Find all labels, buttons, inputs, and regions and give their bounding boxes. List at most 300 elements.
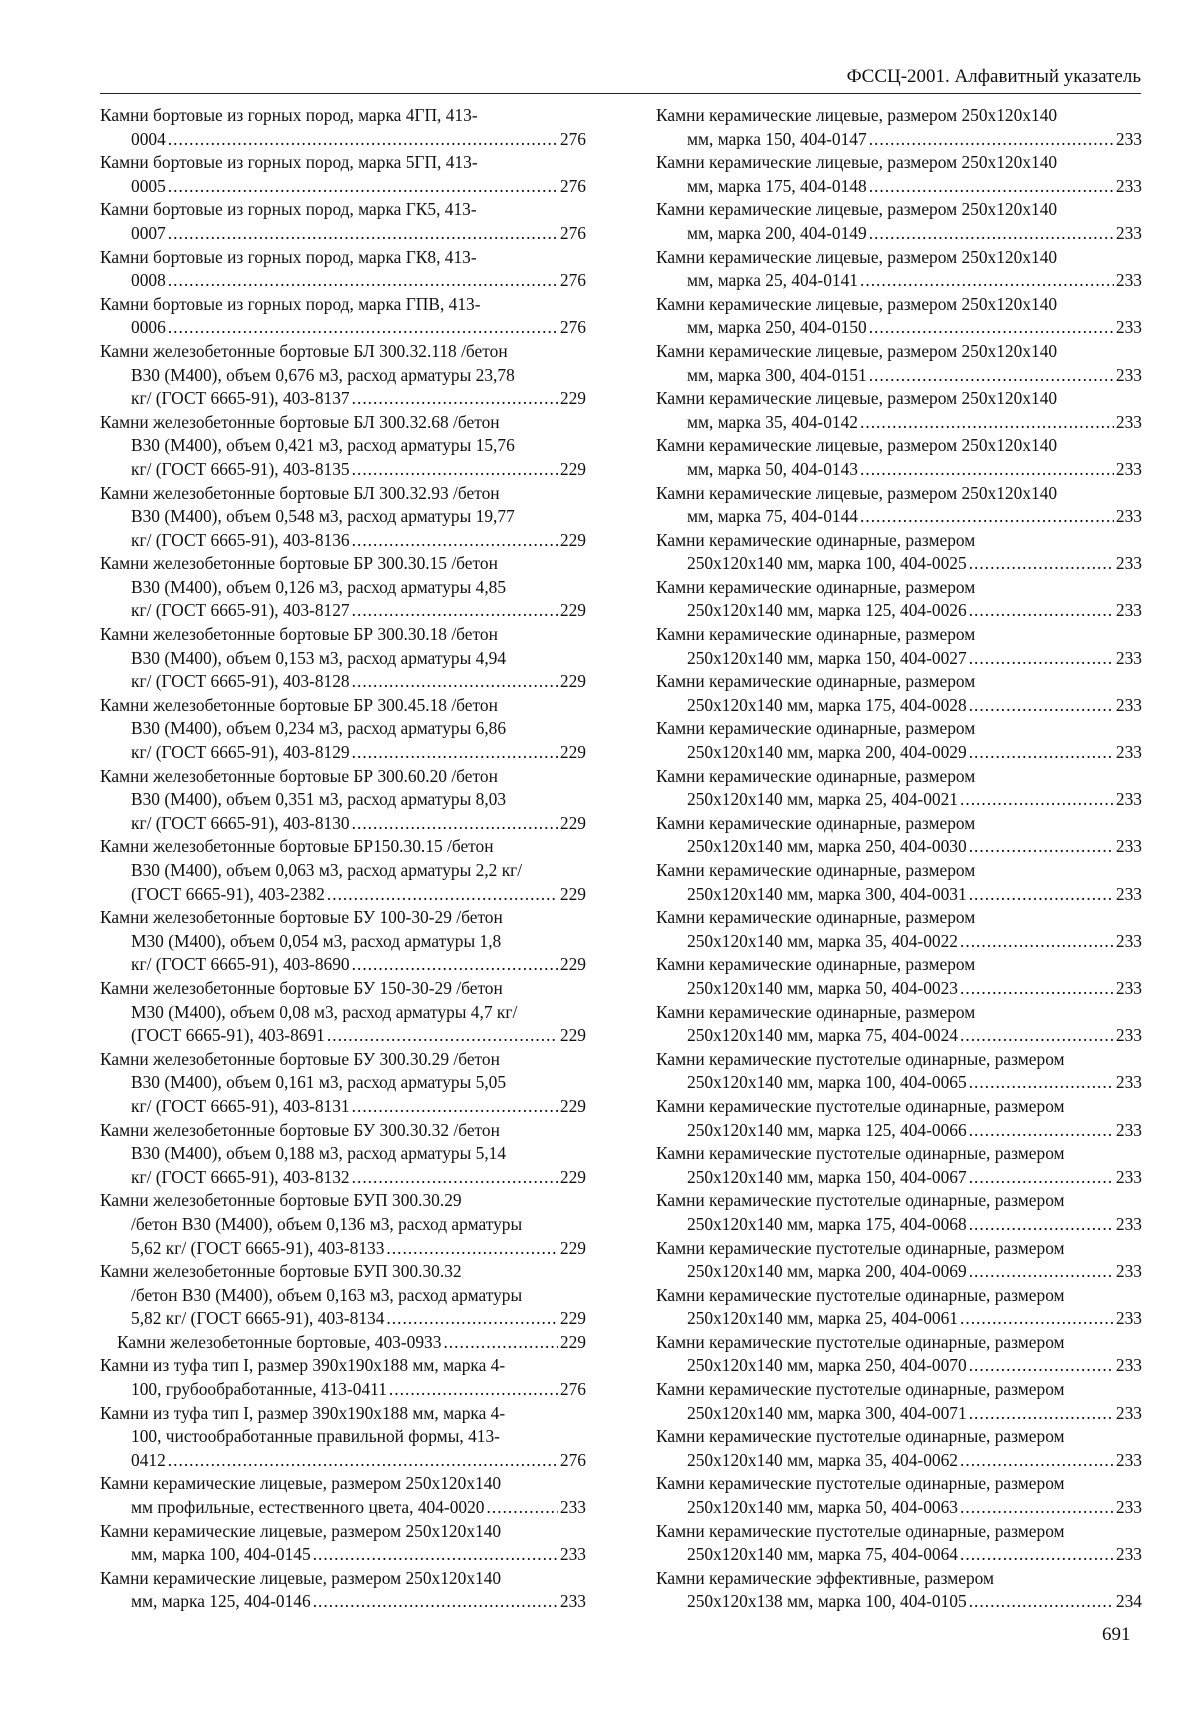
entry-page-ref: 233 xyxy=(1115,175,1142,196)
entry-page-ref: 233 xyxy=(1115,1402,1142,1423)
dot-leader xyxy=(352,387,558,411)
index-entry xyxy=(656,1189,1142,1236)
entry-text: Камни керамические одинарные, размером xyxy=(656,529,976,550)
index-entry xyxy=(656,293,1142,340)
index-entry xyxy=(656,1237,1142,1284)
entry-text: Камни керамические лицевые, размером 250х120х140 xyxy=(100,1473,502,1494)
entry-text: мм, марка 100, 404-0145 xyxy=(131,1544,311,1565)
dot-leader xyxy=(860,458,1114,482)
entry-text: Камни железобетонные бортовые БУ 150-30-29 /бетон xyxy=(100,977,503,998)
entry-text: Камни железобетонные бортовые БЛ 300.32.93 /бетон xyxy=(100,482,500,503)
entry-text: кг/ (ГОСТ 6665-91), 403-8135 xyxy=(131,458,350,479)
dot-leader xyxy=(386,1237,558,1261)
index-entry xyxy=(656,151,1142,198)
entry-page-ref: 233 xyxy=(1115,506,1142,527)
entry-text: Камни керамические пустотелые одинарные, размером xyxy=(656,1048,1065,1069)
dot-leader xyxy=(969,1213,1114,1237)
entry-text: В30 (М400), объем 0,351 м3, расход арматуры 8,03 xyxy=(131,789,507,810)
entry-page-ref: 233 xyxy=(1115,1497,1142,1518)
entry-page-ref: 233 xyxy=(559,1497,586,1518)
entry-page-ref: 229 xyxy=(559,671,586,692)
entry-text: Камни керамические одинарные, размером xyxy=(656,624,976,645)
dot-leader xyxy=(869,128,1114,152)
entry-page-ref: 233 xyxy=(1115,1308,1142,1329)
dot-leader xyxy=(969,1260,1114,1284)
entry-text: 250х120х140 мм, марка 250, 404-0030 xyxy=(687,836,967,857)
entry-text: кг/ (ГОСТ 6665-91), 403-8137 xyxy=(131,388,350,409)
dot-leader xyxy=(443,1331,557,1355)
entry-text: мм, марка 125, 404-0146 xyxy=(131,1591,311,1612)
dot-leader xyxy=(487,1496,558,1520)
index-entry xyxy=(656,104,1142,151)
entry-page-ref: 276 xyxy=(559,222,586,243)
dot-leader xyxy=(168,316,558,340)
entry-text: кг/ (ГОСТ 6665-91), 403-8129 xyxy=(131,742,350,763)
entry-page-ref: 229 xyxy=(559,742,586,763)
entry-text: Камни керамические пустотелые одинарные, размером xyxy=(656,1473,1065,1494)
index-entry xyxy=(656,859,1142,906)
entry-text: Камни керамические одинарные, размером xyxy=(656,765,976,786)
dot-leader xyxy=(352,599,558,623)
entry-text: М30 (М400), объем 0,08 м3, расход арматуры 4,7 кг/ xyxy=(131,1001,518,1022)
dot-leader xyxy=(969,552,1114,576)
entry-page-ref: 233 xyxy=(1115,977,1142,998)
entry-page-ref: 276 xyxy=(559,175,586,196)
entry-page-ref: 276 xyxy=(559,1379,586,1400)
entry-page-ref: 229 xyxy=(559,1331,586,1352)
entry-text: Камни железобетонные бортовые БР 300.45.18 /бетон xyxy=(100,694,498,715)
entry-text: 250х120х140 мм, марка 75, 404-0064 xyxy=(687,1544,958,1565)
dot-leader xyxy=(168,175,558,199)
entry-text: Камни керамические эффективные, размером xyxy=(656,1567,995,1588)
entry-text: Камни железобетонные бортовые БУ 100-30-29 /бетон xyxy=(100,907,503,928)
entry-page-ref: 233 xyxy=(1115,742,1142,763)
entry-text: Камни керамические одинарные, размером xyxy=(656,954,976,975)
entry-text: Камни железобетонные бортовые БЛ 300.32.68 /бетон xyxy=(100,411,500,432)
entry-text: мм, марка 250, 404-0150 xyxy=(687,317,867,338)
entry-text: В30 (М400), объем 0,421 м3, расход арматуры 15,76 xyxy=(131,435,515,456)
entry-text: кг/ (ГОСТ 6665-91), 403-8136 xyxy=(131,529,350,550)
index-entry xyxy=(656,953,1142,1000)
dot-leader xyxy=(352,1166,558,1190)
entry-text: 0007 xyxy=(131,222,166,243)
entry-text: 250х120х140 мм, марка 125, 404-0066 xyxy=(687,1119,967,1140)
entry-text: В30 (М400), объем 0,548 м3, расход арматуры 19,77 xyxy=(131,506,515,527)
dot-leader xyxy=(352,953,558,977)
entry-text: Камни керамические пустотелые одинарные, размером xyxy=(656,1379,1065,1400)
index-entry xyxy=(100,246,586,293)
entry-page-ref: 229 xyxy=(559,388,586,409)
entry-text: 250х120х140 мм, марка 150, 404-0067 xyxy=(687,1166,967,1187)
dot-leader xyxy=(313,1590,558,1614)
index-entry xyxy=(656,1331,1142,1378)
entry-page-ref: 229 xyxy=(559,883,586,904)
entry-text: Камни керамические лицевые, размером 250х120х140 xyxy=(656,105,1058,125)
entry-text: 250х120х140 мм, марка 175, 404-0028 xyxy=(687,694,967,715)
page-number: 691 xyxy=(1102,1624,1131,1645)
entry-text: /бетон В30 (М400), объем 0,136 м3, расход арматуры xyxy=(131,1213,523,1234)
entry-page-ref: 233 xyxy=(559,1591,586,1612)
dot-leader xyxy=(327,883,558,907)
index-entry xyxy=(656,1472,1142,1519)
entry-text: 0004 xyxy=(131,128,166,149)
entry-text: 250х120х140 мм, марка 125, 404-0026 xyxy=(687,600,967,621)
entry-text: Камни керамические лицевые, размером 250х120х140 xyxy=(656,482,1058,503)
entry-text: кг/ (ГОСТ 6665-91), 403-8690 xyxy=(131,954,350,975)
entry-text: Камни железобетонные бортовые БУ 300.30.32 /бетон xyxy=(100,1119,500,1140)
index-entry xyxy=(100,340,586,411)
dot-leader xyxy=(960,1496,1114,1520)
index-entry xyxy=(656,1284,1142,1331)
dot-leader xyxy=(352,812,558,836)
index-entry xyxy=(100,694,586,765)
entry-text: мм, марка 50, 404-0143 xyxy=(687,458,859,479)
entry-text: 250х120х140 мм, марка 50, 404-0023 xyxy=(687,977,958,998)
index-entry xyxy=(656,340,1142,387)
index-entry xyxy=(100,1189,586,1260)
entry-text: Камни керамические пустотелые одинарные, размером xyxy=(656,1237,1065,1258)
entry-text: мм профильные, естественного цвета, 404-0020 xyxy=(131,1497,485,1518)
entry-page-ref: 229 xyxy=(559,1308,586,1329)
entry-text: Камни из туфа тип I, размер 390х190х188 мм, марка 4- xyxy=(100,1355,506,1376)
index-entry xyxy=(100,482,586,553)
entry-text: Камни керамические пустотелые одинарные, размером xyxy=(656,1143,1065,1164)
entry-page-ref: 233 xyxy=(1115,317,1142,338)
entry-page-ref: 233 xyxy=(1115,647,1142,668)
entry-page-ref: 233 xyxy=(1115,411,1142,432)
entry-text: Камни керамические лицевые, размером 250х120х140 xyxy=(656,388,1058,409)
entry-text: Камни керамические одинарные, размером xyxy=(656,576,976,597)
entry-page-ref: 229 xyxy=(559,1025,586,1046)
entry-text: 0008 xyxy=(131,270,166,291)
dot-leader xyxy=(386,1307,558,1331)
dot-leader xyxy=(969,741,1114,765)
entry-page-ref: 276 xyxy=(559,1449,586,1470)
dot-leader xyxy=(969,835,1114,859)
index-entry xyxy=(656,1095,1142,1142)
index-entry xyxy=(656,623,1142,670)
index-entry xyxy=(100,151,586,198)
index-entry xyxy=(100,293,586,340)
dot-leader xyxy=(960,1543,1114,1567)
entry-text: кг/ (ГОСТ 6665-91), 403-8130 xyxy=(131,812,350,833)
entry-text: Камни керамические одинарные, размером xyxy=(656,812,976,833)
entry-text: 0006 xyxy=(131,317,166,338)
entry-text: Камни железобетонные бортовые БР 300.60.20 /бетон xyxy=(100,765,498,786)
entry-text: 5,82 кг/ (ГОСТ 6665-91), 403-8134 xyxy=(131,1308,385,1329)
index-entry xyxy=(100,1520,586,1567)
entry-text: Камни керамические одинарные, размером xyxy=(656,860,976,880)
dot-leader xyxy=(869,222,1114,246)
entry-text: Камни керамические лицевые, размером 250х120х140 xyxy=(100,1520,502,1541)
dot-leader xyxy=(960,1449,1114,1473)
dot-leader xyxy=(969,1590,1114,1614)
index-entry xyxy=(100,765,586,836)
entry-text: 250х120х140 мм, марка 250, 404-0070 xyxy=(687,1355,967,1376)
index-entry xyxy=(656,1425,1142,1472)
index-entry xyxy=(100,1354,586,1401)
entry-page-ref: 233 xyxy=(1115,1355,1142,1376)
entry-page-ref: 276 xyxy=(559,317,586,338)
entry-text: Камни железобетонные бортовые БР150.30.15 /бетон xyxy=(100,836,494,857)
dot-leader xyxy=(960,930,1114,954)
entry-text: 250х120х140 мм, марка 300, 404-0071 xyxy=(687,1402,967,1423)
entry-text: В30 (М400), объем 0,126 м3, расход арматуры 4,85 xyxy=(131,576,507,597)
entry-page-ref: 276 xyxy=(559,270,586,291)
entry-text: 250х120х140 мм, марка 150, 404-0027 xyxy=(687,647,967,668)
dot-leader xyxy=(969,883,1114,907)
index-entry xyxy=(100,104,586,151)
index-entry xyxy=(100,198,586,245)
entry-page-ref: 234 xyxy=(1115,1591,1142,1612)
entry-text: мм, марка 75, 404-0144 xyxy=(687,506,859,527)
index-entry xyxy=(656,387,1142,434)
entry-text: Камни из туфа тип I, размер 390х190х188 мм, марка 4- xyxy=(100,1402,506,1423)
entry-text: кг/ (ГОСТ 6665-91), 403-8127 xyxy=(131,600,350,621)
index-entry xyxy=(656,434,1142,481)
entry-text: 0412 xyxy=(131,1449,166,1470)
dot-leader xyxy=(969,1354,1114,1378)
entry-text: Камни бортовые из горных пород, марка ГК5, 413- xyxy=(100,199,477,220)
entry-page-ref: 233 xyxy=(1115,553,1142,574)
entry-text: Камни железобетонные бортовые БУП 300.30.32 xyxy=(100,1261,462,1282)
header-title: ФССЦ-2001. Алфавитный указатель xyxy=(846,66,1141,87)
entry-page-ref: 233 xyxy=(1115,1261,1142,1282)
entry-text: 250х120х140 мм, марка 200, 404-0069 xyxy=(687,1261,967,1282)
index-entry xyxy=(100,1472,586,1519)
entry-text: 250х120х140 мм, марка 100, 404-0065 xyxy=(687,1072,967,1093)
entry-text: 0005 xyxy=(131,175,166,196)
entry-text: Камни керамические лицевые, размером 250х120х140 xyxy=(656,246,1058,267)
index-entry xyxy=(656,1520,1142,1567)
dot-leader xyxy=(352,458,558,482)
dot-leader xyxy=(869,316,1114,340)
index-entry xyxy=(656,1142,1142,1189)
entry-page-ref: 233 xyxy=(1115,836,1142,857)
entry-text: 250х120х140 мм, марка 35, 404-0022 xyxy=(687,930,958,951)
index-entry xyxy=(100,835,586,906)
dot-leader xyxy=(313,1543,558,1567)
entry-text: 250х120х140 мм, марка 25, 404-0061 xyxy=(687,1308,958,1329)
entry-page-ref: 229 xyxy=(559,529,586,550)
entry-text: Камни керамические пустотелые одинарные, размером xyxy=(656,1190,1065,1211)
index-entry xyxy=(656,812,1142,859)
entry-text: 250х120х140 мм, марка 50, 404-0063 xyxy=(687,1497,958,1518)
entry-page-ref: 233 xyxy=(1115,600,1142,621)
entry-text: Камни керамические лицевые, размером 250х120х140 xyxy=(656,199,1058,220)
entry-page-ref: 233 xyxy=(1115,789,1142,810)
entry-text: мм, марка 35, 404-0142 xyxy=(687,411,859,432)
entry-page-ref: 229 xyxy=(559,1095,586,1116)
entry-text: кг/ (ГОСТ 6665-91), 403-8132 xyxy=(131,1166,350,1187)
entry-text: В30 (М400), объем 0,234 м3, расход арматуры 6,86 xyxy=(131,718,507,739)
dot-leader xyxy=(327,1024,558,1048)
entry-page-ref: 229 xyxy=(559,600,586,621)
entry-text: кг/ (ГОСТ 6665-91), 403-8131 xyxy=(131,1095,350,1116)
entry-page-ref: 233 xyxy=(559,1544,586,1565)
dot-leader xyxy=(352,741,558,765)
entry-text: Камни керамические пустотелые одинарные, размером xyxy=(656,1284,1065,1305)
entry-text: Камни керамические пустотелые одинарные, размером xyxy=(656,1095,1065,1116)
entry-text: 5,62 кг/ (ГОСТ 6665-91), 403-8133 xyxy=(131,1237,385,1258)
entry-text: В30 (М400), объем 0,188 м3, расход арматуры 5,14 xyxy=(131,1143,507,1164)
index-column-right xyxy=(656,104,1142,1614)
index-entry xyxy=(656,576,1142,623)
entry-text: 250х120х140 мм, марка 100, 404-0025 xyxy=(687,553,967,574)
index-entry xyxy=(656,198,1142,245)
entry-page-ref: 229 xyxy=(559,1166,586,1187)
dot-leader xyxy=(969,599,1114,623)
index-column-left xyxy=(100,104,586,1614)
entry-text: В30 (М400), объем 0,161 м3, расход арматуры 5,05 xyxy=(131,1072,507,1093)
index-entry xyxy=(656,1567,1142,1614)
dot-leader xyxy=(969,1402,1114,1426)
dot-leader xyxy=(969,1166,1114,1190)
dot-leader xyxy=(168,1449,558,1473)
entry-text: Камни керамические одинарные, размером xyxy=(656,718,976,739)
entry-text: Камни железобетонные бортовые БУ 300.30.29 /бетон xyxy=(100,1048,500,1069)
entry-text: Камни керамические пустотелые одинарные, размером xyxy=(656,1426,1065,1447)
entry-text: Камни железобетонные бортовые БУП 300.30.29 xyxy=(100,1190,462,1211)
index-entry xyxy=(100,906,586,977)
index-entry xyxy=(100,1119,586,1190)
entry-text: мм, марка 150, 404-0147 xyxy=(687,128,867,149)
entry-text: кг/ (ГОСТ 6665-91), 403-8128 xyxy=(131,671,350,692)
index-entry xyxy=(656,765,1142,812)
entry-text: Камни керамические пустотелые одинарные, размером xyxy=(656,1520,1065,1541)
entry-page-ref: 233 xyxy=(1115,930,1142,951)
entry-text: В30 (М400), объем 0,676 м3, расход арматуры 23,78 xyxy=(131,364,515,385)
entry-text: Камни керамические лицевые, размером 250х120х140 xyxy=(100,1567,502,1588)
dot-leader xyxy=(168,128,558,152)
entry-text: Камни бортовые из горных пород, марка ГК8, 413- xyxy=(100,246,477,267)
entry-text: Камни керамические лицевые, размером 250х120х140 xyxy=(656,340,1058,361)
entry-text: Камни бортовые из горных пород, марка 4ГП, 413- xyxy=(100,105,478,125)
entry-page-ref: 233 xyxy=(1115,1166,1142,1187)
entry-page-ref: 233 xyxy=(1115,1449,1142,1470)
entry-text: 100, грубообработанные, 413-0411 xyxy=(131,1379,387,1400)
dot-leader xyxy=(168,222,558,246)
dot-leader xyxy=(960,1024,1114,1048)
entry-text: В30 (М400), объем 0,063 м3, расход арматуры 2,2 кг/ xyxy=(131,860,523,880)
entry-page-ref: 229 xyxy=(559,954,586,975)
dot-leader xyxy=(860,505,1114,529)
entry-page-ref: 233 xyxy=(1115,1025,1142,1046)
entry-text: (ГОСТ 6665-91), 403-2382 xyxy=(131,883,325,904)
entry-page-ref: 233 xyxy=(1115,1544,1142,1565)
entry-text: мм, марка 175, 404-0148 xyxy=(687,175,867,196)
index-entry xyxy=(100,1402,586,1473)
entry-text: Камни железобетонные бортовые БЛ 300.32.118 /бетон xyxy=(100,340,508,361)
running-header xyxy=(100,66,1141,94)
entry-page-ref: 229 xyxy=(559,458,586,479)
entry-text: 250х120х138 мм, марка 100, 404-0105 xyxy=(687,1591,967,1612)
index-entry xyxy=(656,717,1142,764)
index-entry xyxy=(100,623,586,694)
entry-text: Камни керамические одинарные, размером xyxy=(656,907,976,928)
entry-page-ref: 233 xyxy=(1115,1213,1142,1234)
entry-text: мм, марка 25, 404-0141 xyxy=(687,270,859,291)
dot-leader xyxy=(860,411,1114,435)
index-entry xyxy=(100,1048,586,1119)
entry-page-ref: 229 xyxy=(559,812,586,833)
entry-text: 100, чистообработанные правильной формы, 413- xyxy=(131,1426,500,1447)
dot-leader xyxy=(168,269,558,293)
entry-text: Камни керамические лицевые, размером 250х120х140 xyxy=(656,293,1058,314)
entry-page-ref: 233 xyxy=(1115,128,1142,149)
entry-page-ref: 229 xyxy=(559,1237,586,1258)
dot-leader xyxy=(969,647,1114,671)
entry-text: Камни бортовые из горных пород, марка ГПВ, 413- xyxy=(100,293,481,314)
index-entry xyxy=(100,1260,586,1331)
index-entry xyxy=(100,1331,586,1355)
entry-text: 250х120х140 мм, марка 200, 404-0029 xyxy=(687,742,967,763)
entry-text: Камни керамические одинарные, размером xyxy=(656,1001,976,1022)
dot-leader xyxy=(352,529,558,553)
entry-text: мм, марка 300, 404-0151 xyxy=(687,364,867,385)
entry-text: Камни железобетонные бортовые, 403-0933 xyxy=(117,1331,442,1352)
index-entry xyxy=(100,411,586,482)
entry-text: Камни керамические пустотелые одинарные, размером xyxy=(656,1331,1065,1352)
entry-page-ref: 233 xyxy=(1115,458,1142,479)
entry-text: 250х120х140 мм, марка 175, 404-0068 xyxy=(687,1213,967,1234)
dot-leader xyxy=(969,694,1114,718)
entry-text: Камни бортовые из горных пород, марка 5ГП, 413- xyxy=(100,152,478,173)
dot-leader xyxy=(352,670,558,694)
entry-text: 250х120х140 мм, марка 75, 404-0024 xyxy=(687,1025,958,1046)
entry-text: мм, марка 200, 404-0149 xyxy=(687,222,867,243)
index-entry xyxy=(656,1048,1142,1095)
entry-text: В30 (М400), объем 0,153 м3, расход арматуры 4,94 xyxy=(131,647,507,668)
dot-leader xyxy=(960,788,1114,812)
dot-leader xyxy=(860,269,1114,293)
index-entry xyxy=(100,977,586,1048)
entry-text: Камни железобетонные бортовые БР 300.30.15 /бетон xyxy=(100,553,498,574)
entry-text: Камни керамические лицевые, размером 250х120х140 xyxy=(656,152,1058,173)
index-entry xyxy=(100,1567,586,1614)
entry-page-ref: 276 xyxy=(559,128,586,149)
index-entry xyxy=(656,529,1142,576)
index-entry xyxy=(656,1378,1142,1425)
entry-text: 250х120х140 мм, марка 35, 404-0062 xyxy=(687,1449,958,1470)
index-entry xyxy=(100,552,586,623)
entry-text: М30 (М400), объем 0,054 м3, расход арматуры 1,8 xyxy=(131,930,502,951)
index-entry xyxy=(656,482,1142,529)
entry-text: /бетон В30 (М400), объем 0,163 м3, расход арматуры xyxy=(131,1284,523,1305)
entry-page-ref: 233 xyxy=(1115,1119,1142,1140)
entry-text: 250х120х140 мм, марка 300, 404-0031 xyxy=(687,883,967,904)
dot-leader xyxy=(969,1119,1114,1143)
index-entry xyxy=(656,670,1142,717)
index-entry xyxy=(656,1001,1142,1048)
dot-leader xyxy=(869,364,1114,388)
entry-text: (ГОСТ 6665-91), 403-8691 xyxy=(131,1025,325,1046)
entry-page-ref: 233 xyxy=(1115,1072,1142,1093)
entry-page-ref: 233 xyxy=(1115,270,1142,291)
dot-leader xyxy=(960,1307,1114,1331)
entry-text: Камни железобетонные бортовые БР 300.30.18 /бетон xyxy=(100,624,498,645)
index-entry xyxy=(656,246,1142,293)
index-entry xyxy=(656,906,1142,953)
dot-leader xyxy=(352,1095,558,1119)
entry-text: Камни керамические одинарные, размером xyxy=(656,671,976,692)
dot-leader xyxy=(869,175,1114,199)
entry-page-ref: 233 xyxy=(1115,222,1142,243)
entry-page-ref: 233 xyxy=(1115,883,1142,904)
entry-page-ref: 233 xyxy=(1115,694,1142,715)
dot-leader xyxy=(969,1071,1114,1095)
entry-page-ref: 233 xyxy=(1115,364,1142,385)
